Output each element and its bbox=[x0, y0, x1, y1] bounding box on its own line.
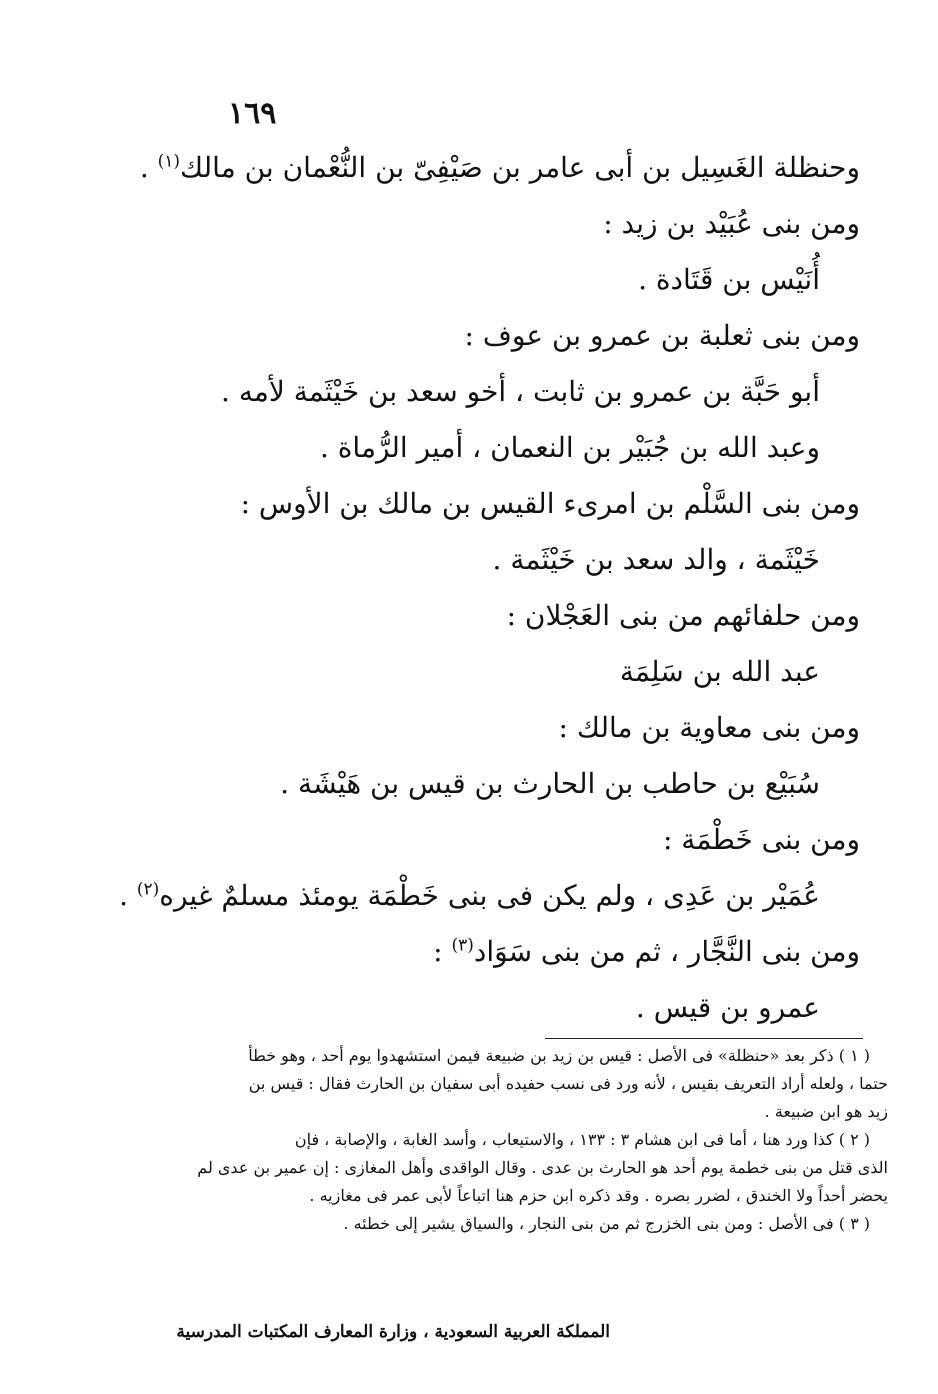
text-line-content: عمرو بن قيس . bbox=[635, 991, 820, 1024]
publisher-footer: المملكة العربية السعودية ، وزارة المعارف المكتبات المدرسية bbox=[176, 1322, 610, 1342]
text-line bbox=[240, 262, 860, 318]
footnote-line: ( ١ ) ذكر بعد «حنظلة» فى الأصل : قيس بن زيد بن ضبيعة فيمن استشهدوا يوم أحد ، وهو خطأ bbox=[248, 1046, 870, 1065]
text-line-content: ومن بنى عُبَيْد بن زيد : bbox=[603, 207, 860, 240]
footnote-divider bbox=[545, 1038, 863, 1039]
text-line-content: عُمَيْر بن عَدِى ، ولم يكن فى بنى خَطْمَة يومئذ مسلمٌ غيره bbox=[159, 879, 820, 912]
text-line bbox=[240, 486, 860, 542]
text-line-content: ومن بنى السَّلْم بن امرىء القيس بن مالك بن الأوس : bbox=[240, 487, 860, 520]
text-line-content: وعبد الله بن جُبَيْر بن النعمان ، أمير الرُّماة . bbox=[319, 431, 820, 464]
footnotes bbox=[168, 1046, 888, 1242]
text-line bbox=[240, 542, 860, 598]
text-line-content: ومن بنى خَطْمَة : bbox=[662, 823, 860, 856]
footnote-line: يحضر أحداً ولا الخندق ، لضرر بصره . وقد ذكره ابن حزم هنا اتباعاً لأبى عمر فى مغازيه . bbox=[309, 1186, 888, 1205]
text-line bbox=[240, 710, 860, 766]
footnote-line: زيد هو ابن ضبيعة . bbox=[764, 1102, 888, 1121]
text-line bbox=[240, 822, 860, 878]
footnote-marker: (٣) bbox=[451, 935, 474, 956]
text-line-content: خَيْثَمة ، والد سعد بن خَيْثَمة . bbox=[492, 543, 820, 576]
text-line bbox=[240, 598, 860, 654]
text-line-content: سُبَيْع بن حاطب بن الحارث بن قيس بن هَيْشَة . bbox=[280, 767, 820, 800]
text-line-content: أبو حَبَّة بن عمرو بن ثابت ، أخو سعد بن خَيْثَمة لأمه . bbox=[221, 375, 820, 408]
line-punctuation: : bbox=[433, 935, 452, 968]
text-line-content: ومن حلفائهم من بنى العَجْلان : bbox=[506, 599, 860, 632]
text-line-content: أُنَيْس بن قَتَادة . bbox=[638, 263, 820, 296]
text-line bbox=[240, 934, 860, 990]
footnote-line: ( ٢ ) كذا ورد هنا ، أما فى ابن هشام ٣ : ١٣٣ ، والاستيعاب ، وأسد الغابة ، والإصابة ، فإن bbox=[294, 1130, 870, 1149]
text-line bbox=[139, 150, 860, 206]
main-text bbox=[119, 150, 860, 1046]
text-line bbox=[119, 878, 860, 934]
text-line-content: ومن بنى معاوية بن مالك : bbox=[558, 711, 860, 744]
text-line bbox=[240, 206, 860, 262]
text-line bbox=[240, 766, 860, 822]
text-line-content: وحنظلة الغَسِيل بن أبى عامر بن صَيْفِىّ بن النُّعْمان بن مالك bbox=[180, 151, 860, 184]
line-punctuation: . bbox=[119, 879, 137, 912]
text-line bbox=[221, 374, 860, 430]
footnote-marker: (١) bbox=[157, 151, 181, 172]
text-line-content: عبد الله بن سَلِمَة bbox=[619, 655, 820, 688]
page-number: ١٦٩ bbox=[228, 96, 277, 131]
text-line-content: ومن بنى النَّجَّار ، ثم من بنى سَوَاد bbox=[473, 935, 860, 968]
text-line bbox=[240, 430, 860, 486]
footnote-line: ( ٣ ) فى الأصل : ومن بنى الخزرج ثم من بنى النجار ، والسياق يشير إلى خطئه . bbox=[343, 1214, 870, 1233]
text-line-content: ومن بنى ثعلبة بن عمرو بن عوف : bbox=[464, 319, 860, 352]
text-line bbox=[240, 318, 860, 374]
text-line bbox=[240, 654, 860, 710]
footnote-line: الذى قتل من بنى خطمة يوم أحد هو الحارث بن عدى . وقال الواقدى وأهل المغازى : إن عمير بن عدى لم bbox=[197, 1158, 888, 1177]
footnote-line: حتما ، ولعله أراد التعريف بقيس ، لأنه ورد فى نسب حفيده أبى سفيان بن الحارث فقال : قيس بن bbox=[248, 1074, 888, 1093]
footnote-marker: (٢) bbox=[136, 879, 160, 900]
line-punctuation: . bbox=[139, 151, 158, 184]
